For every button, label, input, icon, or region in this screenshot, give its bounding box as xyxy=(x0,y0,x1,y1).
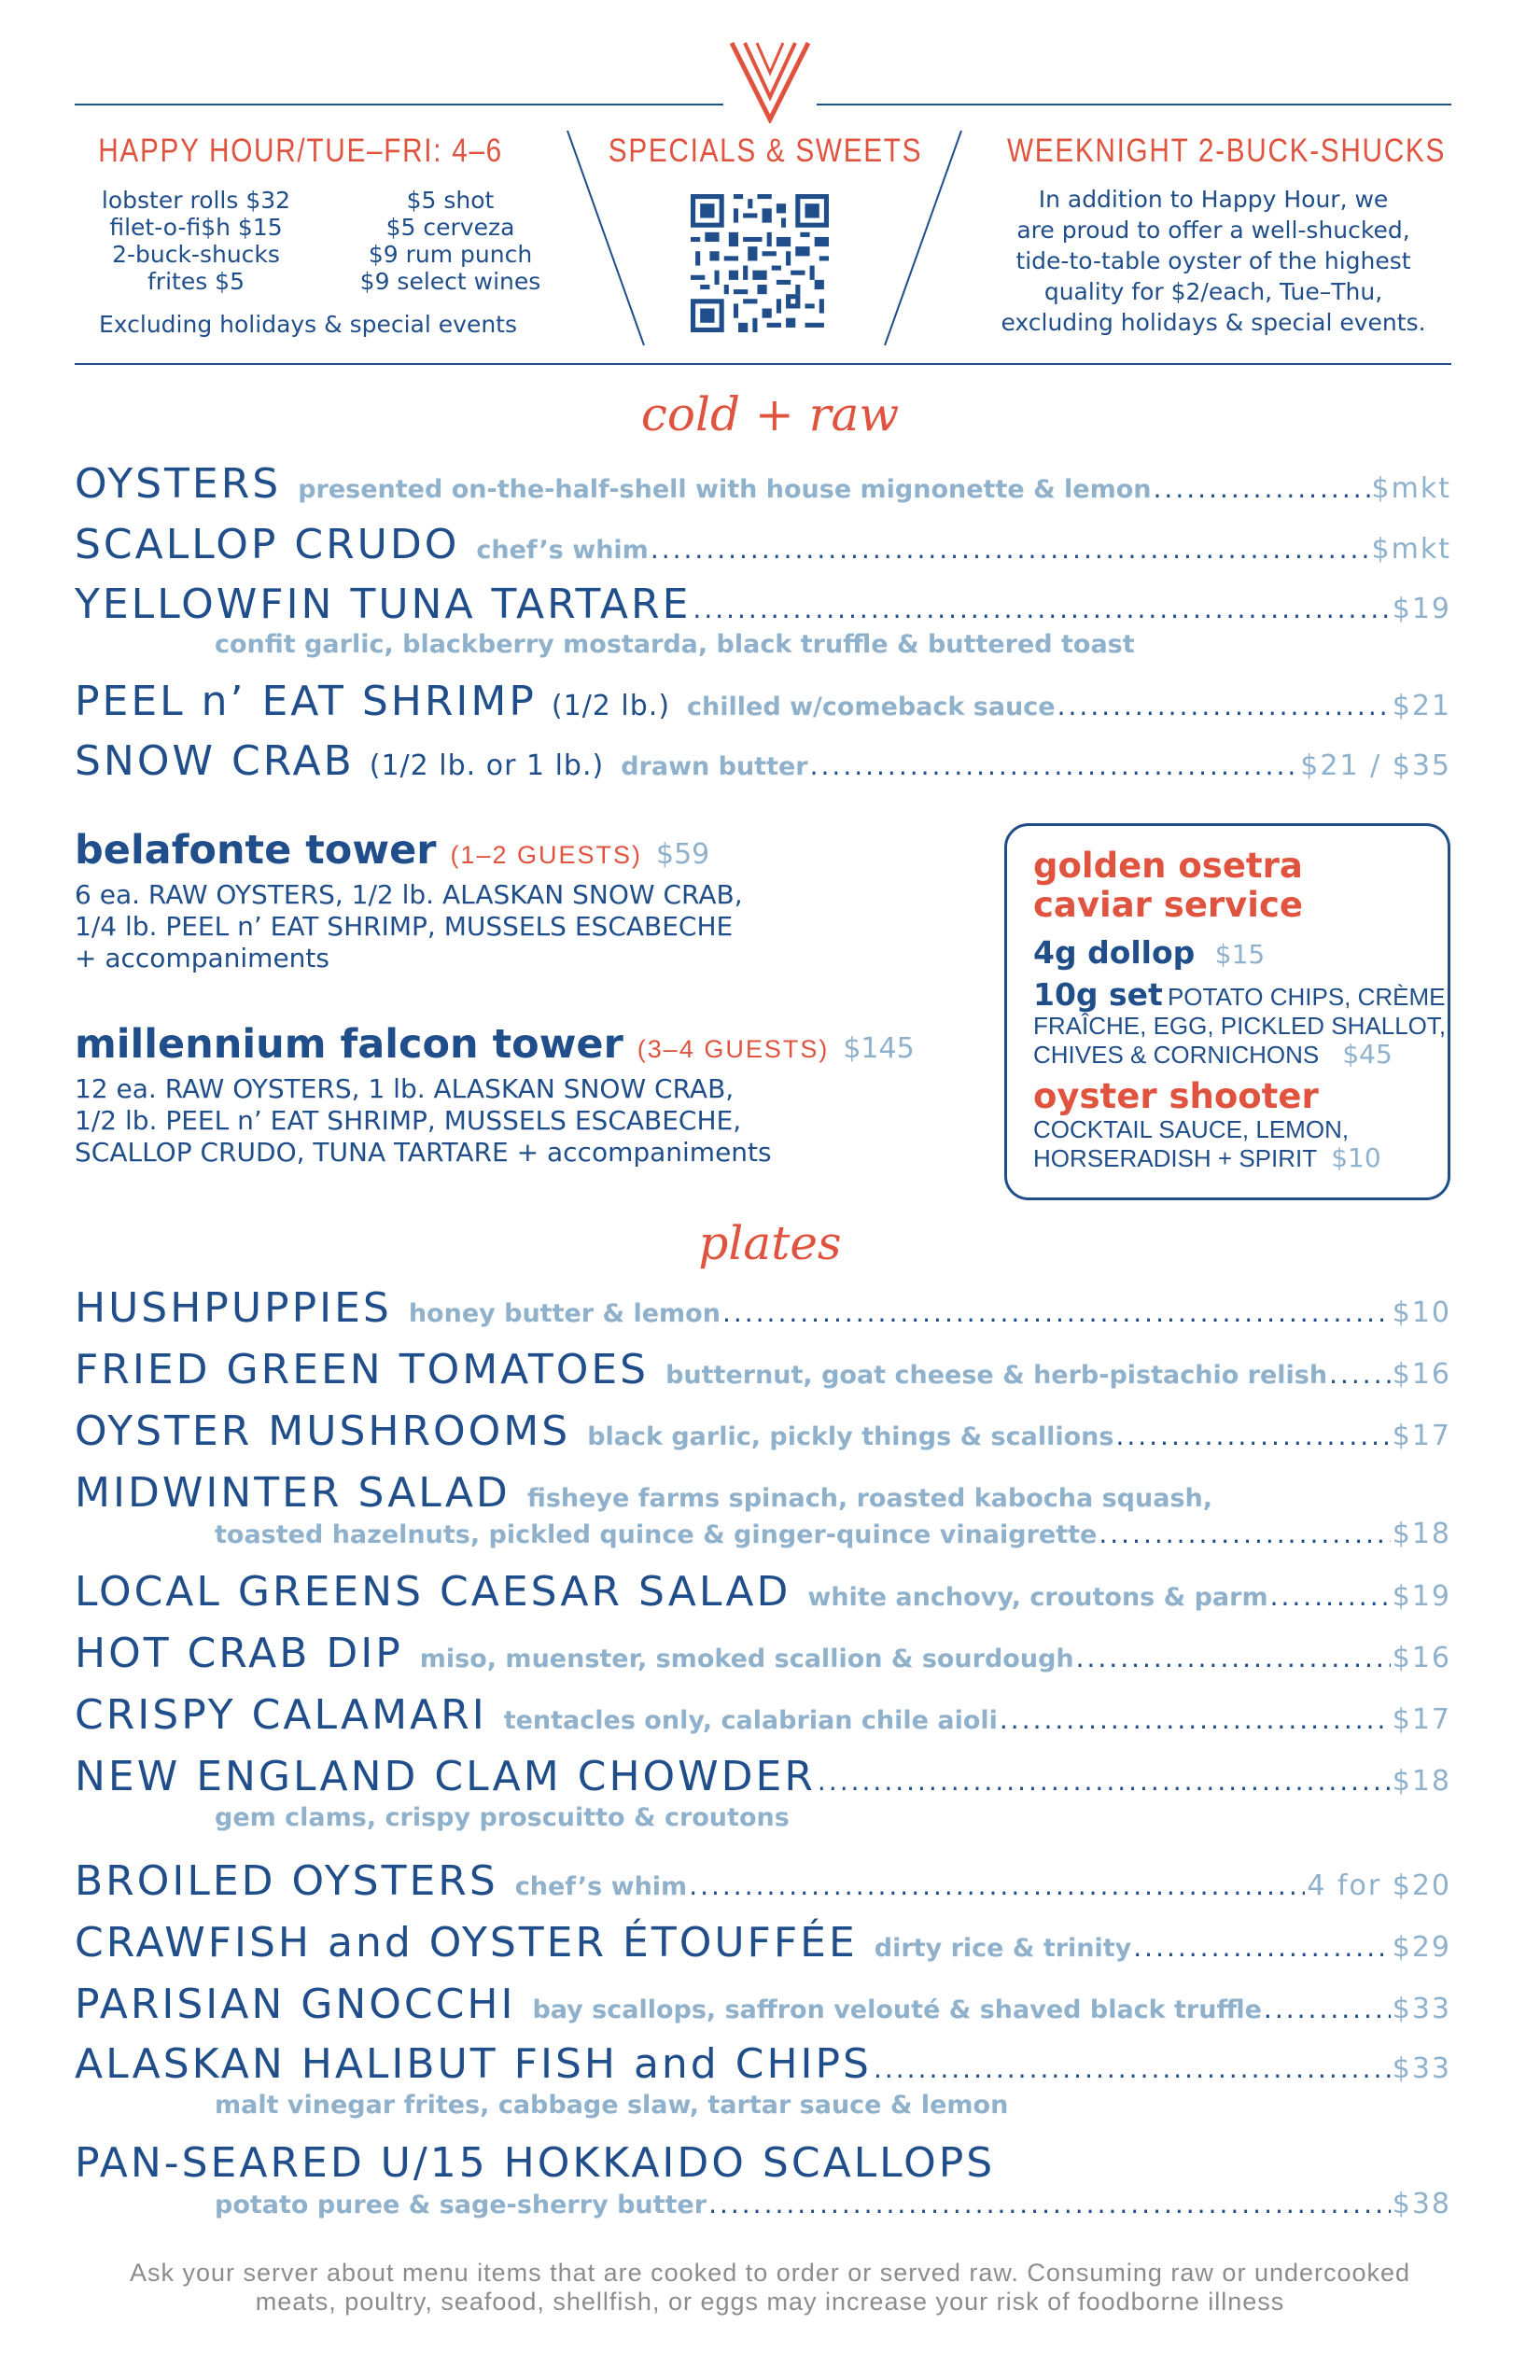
item-price: $18 xyxy=(1392,1765,1451,1798)
item-description: drawn butter xyxy=(621,752,808,781)
item-price: $17 xyxy=(1392,1703,1451,1736)
item-price: $19 xyxy=(1392,1580,1451,1613)
dot-leader xyxy=(874,2053,1391,2084)
item-price: $16 xyxy=(1392,1642,1451,1674)
item-name: SNOW CRAB xyxy=(75,737,355,785)
item-name: HUSHPUPPIES xyxy=(75,1284,392,1332)
disclaimer-line: meats, poultry, seafood, shellfish, or eggs may increase your risk of foodborne illness xyxy=(255,2288,1285,2316)
menu-item-clam-chowder xyxy=(75,1753,1451,1800)
caviar-service-box xyxy=(1004,823,1450,1200)
menu-item-hushpuppies xyxy=(75,1284,1451,1332)
happy-hour-item: $9 rum punch xyxy=(368,241,533,268)
caviar-dollop-price: $15 xyxy=(1214,939,1266,970)
item-price: $21 / $35 xyxy=(1300,749,1451,782)
item-name: FRIED GREEN TOMATOES xyxy=(75,1346,650,1393)
menu-item-hot-crab-dip xyxy=(75,1630,1451,1677)
menu-item-fried-green-tomatoes xyxy=(75,1346,1451,1393)
dot-leader xyxy=(1076,1643,1391,1673)
specials-title: SPECIALS & SWEETS xyxy=(608,133,923,169)
restaurant-logo-v xyxy=(726,39,814,123)
item-description: presented on-the-half-shell with house mignonette & lemon xyxy=(298,475,1152,504)
tower-guests: (1–2 GUESTS) xyxy=(450,841,642,869)
happy-hour-right-list xyxy=(341,187,560,295)
dot-leader xyxy=(689,1870,1305,1901)
tower-belafonte xyxy=(75,827,743,974)
item-qualifier: (1/2 lb.) xyxy=(551,690,671,722)
menu-item-snow-crab xyxy=(75,737,1451,785)
dot-leader xyxy=(818,1766,1391,1797)
oyster-shooter-desc: COCKTAIL SAUCE, LEMON, xyxy=(1033,1115,1350,1143)
tower-description-line: 12 ea. RAW OYSTERS, 1 lb. ALASKAN SNOW CRAB, xyxy=(75,1073,735,1104)
dot-leader xyxy=(708,2189,1391,2219)
tower-title xyxy=(75,827,743,874)
weeknight-line: In addition to Happy Hour, we xyxy=(1038,186,1389,213)
caviar-set-price: $45 xyxy=(1342,1039,1393,1070)
tower-name: belafonte tower xyxy=(75,827,437,874)
dot-leader xyxy=(1115,1421,1390,1451)
item-description: bay scallops, saffron velouté & shaved black truffle xyxy=(532,1995,1262,2024)
caviar-dollop xyxy=(1033,934,1446,971)
tower-description-line: + accompaniments xyxy=(75,943,329,973)
happy-hour-note: Excluding holidays & special events xyxy=(99,311,517,338)
caviar-title: golden osetra xyxy=(1033,846,1303,886)
item-price: $21 xyxy=(1392,690,1451,722)
item-description: black garlic, pickly things & scallions xyxy=(587,1422,1114,1451)
item-name: LOCAL GREENS CAESAR SALAD xyxy=(75,1568,791,1616)
happy-hour-item: filet-o-fi$h $15 xyxy=(109,214,283,241)
happy-hour-title: HAPPY HOUR/TUE–FRI: 4–6 xyxy=(98,133,503,169)
dot-leader xyxy=(693,594,1390,624)
menu-item-hokkaido-scallops-line2 xyxy=(215,2188,1451,2220)
dot-leader xyxy=(651,534,1370,565)
tower-description-line: 1/4 lb. PEEL n’ EAT SHRIMP, MUSSELS ESCABECHE xyxy=(75,911,734,942)
oyster-shooter-price: $10 xyxy=(1331,1142,1381,1173)
disclaimer-line: Ask your server about menu items that are cooked to order or served raw. Consuming raw or undercooked xyxy=(129,2259,1411,2287)
item-name: OYSTER MUSHROOMS xyxy=(75,1407,571,1455)
weeknight-line: tide-to-table oyster of the highest xyxy=(1015,247,1411,274)
section-title-plates: plates xyxy=(698,1216,842,1270)
item-description: fisheye farms spinach, roasted kabocha squash, xyxy=(526,1484,1212,1513)
weeknight-description xyxy=(961,184,1465,338)
dot-leader xyxy=(1270,1581,1391,1612)
item-price: $38 xyxy=(1392,2188,1451,2220)
menu-item-oysters xyxy=(75,460,1451,508)
item-description: toasted hazelnuts, pickled quince & ginger-quince vinaigrette xyxy=(215,1520,1098,1549)
tower-description-line: 1/2 lb. PEEL n’ EAT SHRIMP, MUSSELS ESCABECHE, xyxy=(75,1105,742,1136)
item-price: $mkt xyxy=(1371,533,1451,566)
item-name: MIDWINTER SALAD xyxy=(75,1469,511,1517)
item-name: HOT CRAB DIP xyxy=(75,1630,403,1677)
item-name: ALASKAN HALIBUT FISH and CHIPS xyxy=(75,2040,872,2088)
happy-hour-item: frites $5 xyxy=(147,268,245,295)
menu-item-midwinter-salad-line2 xyxy=(215,1518,1451,1550)
happy-hour-item: lobster rolls $32 xyxy=(101,187,291,214)
tower-title xyxy=(75,1021,915,1068)
happy-hour-item: $5 shot xyxy=(406,187,495,214)
caviar-dollop-name: 4g dollop xyxy=(1033,934,1196,971)
weeknight-line: quality for $2/each, Tue–Thu, xyxy=(1043,278,1383,305)
menu-item-parisian-gnocchi xyxy=(75,1981,1451,2028)
item-name: OYSTERS xyxy=(75,460,282,508)
item-price: $33 xyxy=(1392,2052,1451,2085)
dot-leader xyxy=(1000,1704,1391,1735)
menu-item-scallop-crudo xyxy=(75,521,1451,568)
item-name: BROILED OYSTERS xyxy=(75,1857,498,1905)
menu-item-midwinter-salad xyxy=(75,1469,1451,1517)
dot-leader xyxy=(1133,1932,1390,1963)
menu-item-broiled-oysters xyxy=(75,1857,1451,1905)
item-description: dirty rice & trinity xyxy=(874,1934,1132,1963)
caviar-set-desc: POTATO CHIPS, CRÈME xyxy=(1167,983,1446,1011)
item-description: butternut, goat cheese & herb-pistachio relish xyxy=(665,1361,1328,1390)
menu-item-crispy-calamari xyxy=(75,1691,1451,1739)
dot-leader xyxy=(1264,1994,1391,2024)
item-price: 4 for $20 xyxy=(1307,1869,1451,1902)
dot-leader xyxy=(810,750,1299,781)
dot-leader xyxy=(1154,473,1370,504)
item-description: chef’s whim xyxy=(514,1872,688,1901)
item-description: chef’s whim xyxy=(476,536,649,565)
tower-millennium-falcon xyxy=(75,1021,915,1169)
item-name: YELLOWFIN TUNA TARTARE xyxy=(75,581,692,628)
item-price: $19 xyxy=(1392,593,1451,625)
oyster-shooter-title: oyster shooter xyxy=(1033,1076,1319,1116)
caviar-title: caviar service xyxy=(1033,885,1303,925)
menu-item-oyster-mushrooms xyxy=(75,1407,1451,1455)
item-name: PEEL n’ EAT SHRIMP xyxy=(75,678,537,725)
menu-item-fish-and-chips xyxy=(75,2040,1451,2088)
item-price: $10 xyxy=(1392,1296,1451,1329)
item-price: $17 xyxy=(1392,1420,1451,1452)
item-name: PARISIAN GNOCCHI xyxy=(75,1981,516,2028)
item-price: $29 xyxy=(1392,1931,1451,1964)
item-description: confit garlic, blackberry mostarda, black truffle & buttered toast xyxy=(215,630,1135,659)
item-description: miso, muenster, smoked scallion & sourdough xyxy=(419,1645,1074,1673)
menu-item-etouffee xyxy=(75,1919,1451,1967)
item-name: CRAWFISH and OYSTER ÉTOUFFÉE xyxy=(75,1919,858,1967)
item-name: SCALLOP CRUDO xyxy=(75,521,460,568)
weeknight-line: excluding holidays & special events. xyxy=(1001,309,1426,336)
happy-hour-left-list xyxy=(89,187,303,295)
tower-description-line: 6 ea. RAW OYSTERS, 1/2 lb. ALASKAN SNOW CRAB, xyxy=(75,879,743,910)
dot-leader xyxy=(722,1297,1391,1328)
item-price: $16 xyxy=(1392,1358,1451,1391)
item-description: malt vinegar frites, cabbage slaw, tartar sauce & lemon xyxy=(215,2091,1009,2120)
tower-description-line: SCALLOP CRUDO, TUNA TARTARE + accompaniments xyxy=(75,1137,772,1168)
tower-price: $145 xyxy=(843,1032,915,1065)
tower-guests: (3–4 GUESTS) xyxy=(637,1035,830,1063)
section-title-cold-raw: cold + raw xyxy=(640,387,900,441)
oyster-shooter-desc: HORSERADISH + SPIRIT xyxy=(1033,1144,1318,1172)
weeknight-line: are proud to offer a well-shucked, xyxy=(1016,217,1410,244)
weeknight-title: WEEKNIGHT 2-BUCK-SHUCKS xyxy=(1007,133,1446,169)
caviar-set-desc: FRAÎCHE, EGG, PICKLED SHALLOT, xyxy=(1033,1012,1447,1040)
caviar-set-name: 10g set xyxy=(1033,976,1163,1013)
item-price: $33 xyxy=(1392,1993,1451,2025)
item-price: $mkt xyxy=(1371,472,1451,505)
qr-code-icon[interactable] xyxy=(691,194,829,332)
item-description: gem clams, crispy proscuitto & croutons xyxy=(215,1803,790,1832)
happy-hour-item: 2-buck-shucks xyxy=(112,241,280,268)
menu-item-peel-eat-shrimp xyxy=(75,678,1451,725)
dot-leader xyxy=(1329,1359,1391,1390)
item-name: PAN-SEARED U/15 HOKKAIDO SCALLOPS xyxy=(75,2139,996,2187)
dot-leader xyxy=(1099,1519,1390,1549)
item-description: potato puree & sage-sherry butter xyxy=(215,2191,707,2219)
caviar-set xyxy=(1033,976,1446,1070)
menu-item-hokkaido-scallops xyxy=(75,2139,1451,2187)
happy-hour-item: $9 select wines xyxy=(359,268,541,295)
menu-item-caesar-salad xyxy=(75,1568,1451,1616)
item-price: $18 xyxy=(1392,1518,1451,1550)
tower-price: $59 xyxy=(655,838,710,871)
dot-leader xyxy=(1057,691,1391,721)
item-description: chilled w/comeback sauce xyxy=(687,693,1056,721)
menu-item-tuna-tartare xyxy=(75,581,1451,628)
tower-name: millennium falcon tower xyxy=(75,1021,623,1068)
item-name: NEW ENGLAND CLAM CHOWDER xyxy=(75,1753,816,1800)
happy-hour-item: $5 cerveza xyxy=(385,214,515,241)
item-description: white anchovy, croutons & parm xyxy=(807,1583,1268,1612)
food-safety-disclaimer xyxy=(0,2259,1540,2317)
item-description: tentacles only, calabrian chile aioli xyxy=(503,1706,998,1735)
item-qualifier: (1/2 lb. or 1 lb.) xyxy=(369,749,605,782)
item-description: honey butter & lemon xyxy=(408,1299,721,1328)
item-name: CRISPY CALAMARI xyxy=(75,1691,487,1739)
caviar-set-desc: CHIVES & CORNICHONS xyxy=(1033,1041,1320,1069)
